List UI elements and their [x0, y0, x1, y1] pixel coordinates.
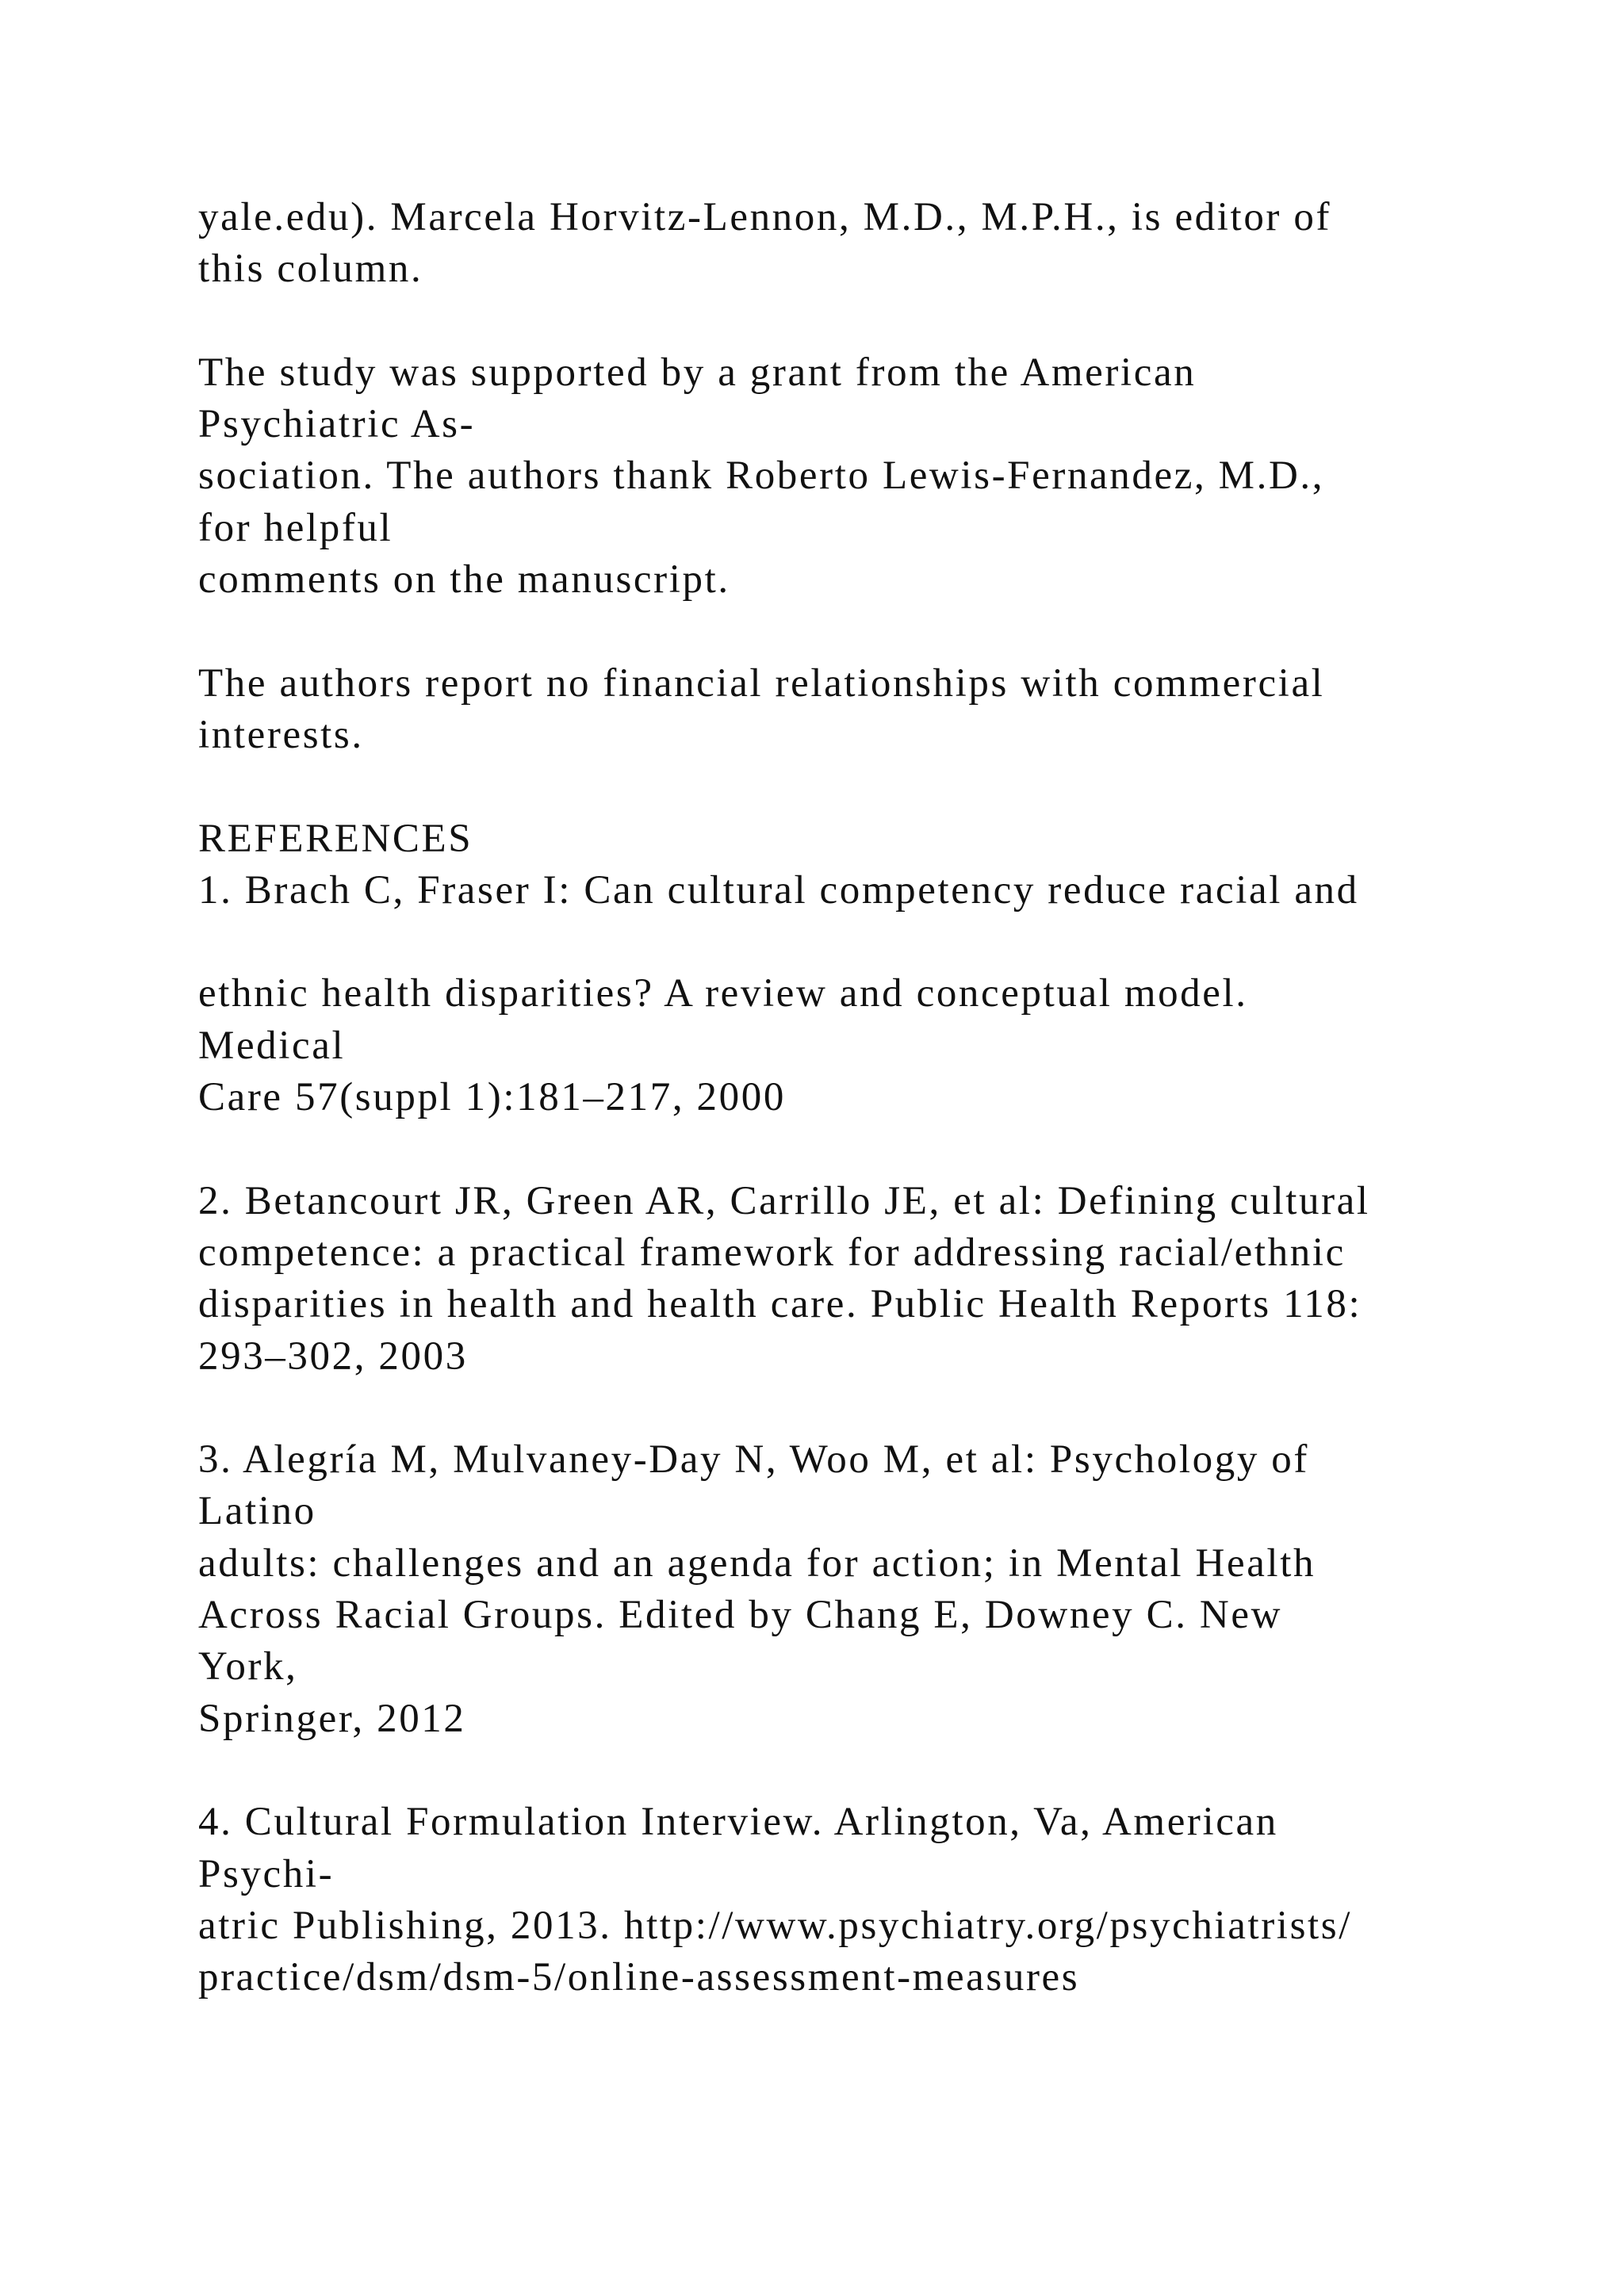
blank-line [198, 1123, 1546, 1175]
text-line: Medical [198, 1023, 346, 1068]
text-line: yale.edu). Marcela Horvitz-Lennon, M.D., M.P.H., is editor of [198, 195, 1332, 239]
text-line: 4. Cultural Formulation Interview. Arlington, Va, American [198, 1800, 1278, 1845]
blank-line [198, 606, 1546, 657]
text-line: atric Publishing, 2013. http://www.psychiatry.org/psychiatrists/ [198, 1903, 1352, 1948]
blank-line [198, 1383, 1546, 1434]
text-line: Psychiatric As- [198, 402, 476, 447]
text-line: Psychi- [198, 1851, 335, 1896]
text-line: for helpful [198, 505, 393, 550]
text-line: sociation. The authors thank Roberto Lewis-Fernandez, M.D., [198, 453, 1325, 499]
text-line: Latino [198, 1489, 316, 1534]
text-line: competence: a practical framework for addressing racial/ethnic [198, 1230, 1346, 1275]
text-line: Across Racial Groups. Edited by Chang E, Downey C. New [198, 1593, 1283, 1638]
text-line: 2. Betancourt JR, Green AR, Carrillo JE, et al: Defining cultural [198, 1178, 1370, 1223]
blank-line [198, 296, 1546, 347]
text-line: this column. [198, 247, 423, 292]
text-line: 1. Brach C, Fraser I: Can cultural competency reduce racial and [198, 867, 1359, 913]
text-line: disparities in health and health care. Public Health Reports 118: [198, 1282, 1362, 1327]
text-line: York, [198, 1644, 298, 1689]
text-line: interests. [198, 712, 364, 757]
text-line: REFERENCES [198, 816, 473, 861]
text-line: comments on the manuscript. [198, 557, 730, 603]
blank-line [198, 761, 1546, 813]
text-line: ethnic health disparities? A review and conceptual model. [198, 971, 1248, 1016]
text-line: 293–302, 2003 [198, 1334, 468, 1379]
text-line: 3. Alegría M, Mulvaney-Day N, Woo M, et al: Psychology of [198, 1437, 1309, 1483]
document-text [198, 192, 1546, 2003]
text-line: The study was supported by a grant from the American [198, 350, 1197, 395]
text-line: Springer, 2012 [198, 1696, 466, 1741]
text-line: practice/dsm/dsm-5/online-assessment-measures [198, 1955, 1080, 2000]
text-line: Care 57(suppl 1):181–217, 2000 [198, 1075, 786, 1120]
blank-line [198, 916, 1546, 968]
text-line: The authors report no financial relationships with commercial [198, 660, 1325, 706]
text-line: adults: challenges and an agenda for action; in Mental Health [198, 1540, 1316, 1586]
blank-line [198, 1745, 1546, 1797]
